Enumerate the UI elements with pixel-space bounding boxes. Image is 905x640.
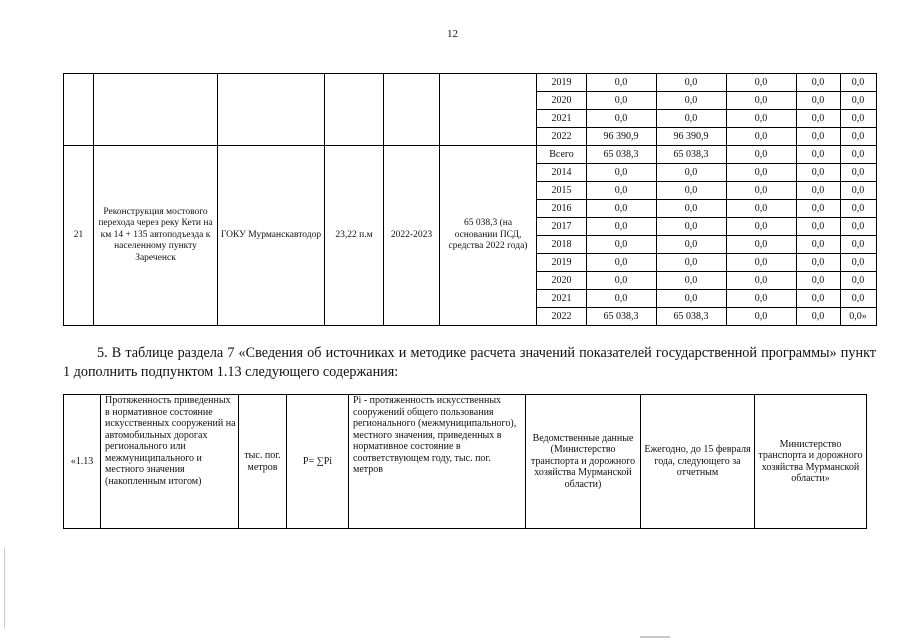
indicator-number: «1.13 — [64, 395, 101, 529]
value-cell: 0,0 — [727, 74, 797, 92]
value-cell: 0,0 — [587, 200, 657, 218]
indicator-row — [64, 395, 867, 529]
indicator-name: Протяженность приведенных в нормативное состояние искусственных сооружений на автомобильных дорогах регионального или межмуниципального и местного значения (накопленным итогом) — [101, 395, 239, 529]
empty-cell — [218, 74, 325, 146]
value-cell: 0,0 — [657, 218, 727, 236]
item-cost: 65 038,3 (на основании ПСД, средства 2022 года) — [440, 146, 537, 326]
value-cell: 0,0 — [797, 128, 841, 146]
indicator-method: Pi - протяженность искусственных сооружений общего пользования регионального (межмуниципального), местного значения, приведенных в нормативное состояние в соответствующем году, тыс. пог. метров — [349, 395, 526, 529]
value-cell: 0,0 — [797, 182, 841, 200]
financing-table — [63, 73, 877, 326]
year-cell: 2021 — [537, 110, 587, 128]
value-cell: 0,0 — [727, 218, 797, 236]
value-cell: 0,0 — [587, 236, 657, 254]
value-cell: 0,0 — [841, 128, 877, 146]
value-cell: 0,0 — [587, 254, 657, 272]
value-cell: 0,0 — [841, 146, 877, 164]
value-cell: 0,0 — [797, 236, 841, 254]
value-cell: 0,0 — [727, 200, 797, 218]
value-cell: 0,0 — [657, 182, 727, 200]
value-cell: 65 038,3 — [587, 146, 657, 164]
value-cell: 0,0 — [841, 272, 877, 290]
value-cell: 0,0 — [797, 146, 841, 164]
value-cell: 0,0 — [841, 218, 877, 236]
value-cell: 0,0» — [841, 308, 877, 326]
value-cell: 0,0 — [797, 110, 841, 128]
value-cell: 0,0 — [657, 272, 727, 290]
item-number: 21 — [64, 146, 94, 326]
year-cell: 2022 — [537, 308, 587, 326]
value-cell: 0,0 — [657, 254, 727, 272]
empty-cell — [64, 74, 94, 146]
value-cell: 0,0 — [841, 164, 877, 182]
value-cell: 65 038,3 — [657, 146, 727, 164]
value-cell: 0,0 — [841, 182, 877, 200]
empty-cell — [440, 74, 537, 146]
value-cell: 0,0 — [657, 92, 727, 110]
year-cell: 2017 — [537, 218, 587, 236]
empty-cell — [94, 74, 218, 146]
value-cell: 0,0 — [797, 254, 841, 272]
year-cell: 2020 — [537, 92, 587, 110]
value-cell: 0,0 — [727, 308, 797, 326]
empty-cell — [325, 74, 384, 146]
value-cell: 0,0 — [727, 128, 797, 146]
value-cell: 0,0 — [797, 308, 841, 326]
value-cell: 96 390,9 — [657, 128, 727, 146]
value-cell: 0,0 — [797, 74, 841, 92]
value-cell: 0,0 — [657, 110, 727, 128]
value-cell: 0,0 — [727, 182, 797, 200]
year-cell: 2021 — [537, 290, 587, 308]
value-cell: 0,0 — [727, 92, 797, 110]
value-cell: 0,0 — [841, 290, 877, 308]
value-cell: 0,0 — [841, 110, 877, 128]
value-cell: 65 038,3 — [657, 308, 727, 326]
table-row — [64, 146, 877, 164]
value-cell: 0,0 — [587, 182, 657, 200]
value-cell: 0,0 — [727, 110, 797, 128]
indicator-frequency: Ежегодно, до 15 февраля года, следующего за отчетным — [641, 395, 755, 529]
value-cell: 0,0 — [841, 236, 877, 254]
item-capacity: 23,22 п.м — [325, 146, 384, 326]
year-cell: Всего — [537, 146, 587, 164]
value-cell: 96 390,9 — [587, 128, 657, 146]
year-cell: 2020 — [537, 272, 587, 290]
value-cell: 0,0 — [587, 92, 657, 110]
year-cell: 2018 — [537, 236, 587, 254]
indicator-source: Ведомственные данные (Министерство транспорта и дорожного хозяйства Мурманской области) — [526, 395, 641, 529]
value-cell: 0,0 — [841, 74, 877, 92]
value-cell: 0,0 — [587, 290, 657, 308]
page-number: 12 — [447, 28, 458, 40]
value-cell: 65 038,3 — [587, 308, 657, 326]
value-cell: 0,0 — [587, 74, 657, 92]
value-cell: 0,0 — [657, 290, 727, 308]
value-cell: 0,0 — [587, 218, 657, 236]
indicator-responsible: Министерство транспорта и дорожного хозяйства Мурманской области» — [755, 395, 867, 529]
year-cell: 2022 — [537, 128, 587, 146]
year-cell: 2016 — [537, 200, 587, 218]
value-cell: 0,0 — [727, 254, 797, 272]
indicator-formula: P= ∑Pi — [287, 395, 349, 529]
amendment-paragraph: 5. В таблице раздела 7 «Сведения об источниках и методике расчета значений показателей государственной программы» пункт 1 дополнить подпунктом 1.13 следующего содержания: — [63, 345, 876, 380]
value-cell: 0,0 — [727, 146, 797, 164]
value-cell: 0,0 — [797, 218, 841, 236]
indicator-table — [63, 394, 867, 529]
year-cell: 2019 — [537, 74, 587, 92]
empty-cell — [384, 74, 440, 146]
value-cell: 0,0 — [657, 236, 727, 254]
value-cell: 0,0 — [841, 254, 877, 272]
value-cell: 0,0 — [727, 272, 797, 290]
item-customer: ГОКУ Мурманскавтодор — [218, 146, 325, 326]
value-cell: 0,0 — [797, 200, 841, 218]
table-row — [64, 74, 877, 92]
year-cell: 2014 — [537, 164, 587, 182]
item-period: 2022-2023 — [384, 146, 440, 326]
item-name: Реконструкция мостового перехода через реку Кети на км 14 + 135 автоподъезда к населенному пункту Зареченск — [94, 146, 218, 326]
value-cell: 0,0 — [727, 164, 797, 182]
value-cell: 0,0 — [797, 290, 841, 308]
indicator-unit: тыс. пог. метров — [239, 395, 287, 529]
value-cell: 0,0 — [727, 236, 797, 254]
value-cell: 0,0 — [841, 92, 877, 110]
value-cell: 0,0 — [797, 272, 841, 290]
value-cell: 0,0 — [587, 110, 657, 128]
value-cell: 0,0 — [797, 92, 841, 110]
value-cell: 0,0 — [657, 74, 727, 92]
value-cell: 0,0 — [841, 200, 877, 218]
value-cell: 0,0 — [797, 164, 841, 182]
value-cell: 0,0 — [657, 200, 727, 218]
value-cell: 0,0 — [587, 272, 657, 290]
year-cell: 2015 — [537, 182, 587, 200]
value-cell: 0,0 — [657, 164, 727, 182]
value-cell: 0,0 — [587, 164, 657, 182]
value-cell: 0,0 — [727, 290, 797, 308]
year-cell: 2019 — [537, 254, 587, 272]
